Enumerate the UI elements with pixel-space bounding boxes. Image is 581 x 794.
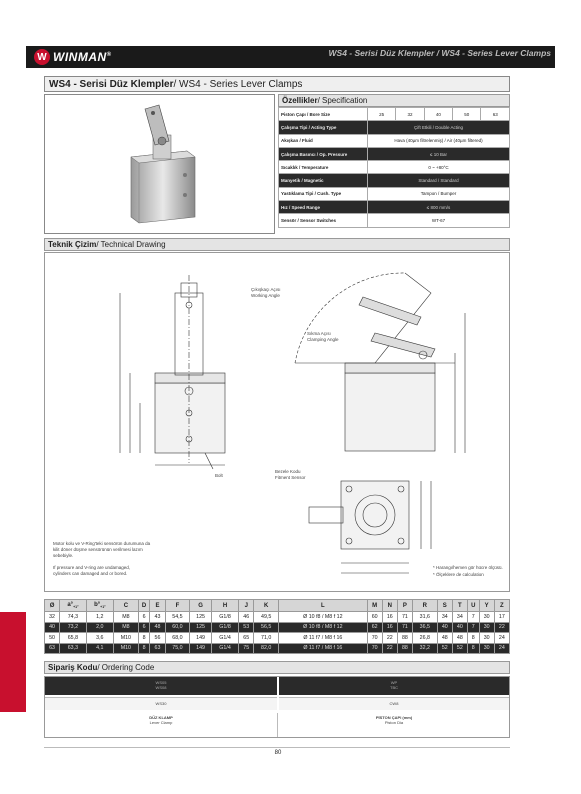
brand-name: [53, 50, 112, 64]
dimension-cell: 125: [190, 622, 212, 633]
spec-bore-40: 40: [424, 108, 452, 121]
dimension-row: [45, 643, 510, 654]
clamping-close-en: Clamping Angle: [307, 337, 339, 342]
dimension-header-cell: [382, 600, 397, 612]
dimension-row: [45, 622, 510, 633]
dimension-header-text: D: [141, 602, 147, 609]
dimension-header-cell: [279, 600, 368, 612]
dimension-cell: 48: [452, 633, 467, 644]
dimension-cell: 24: [494, 643, 509, 654]
dimension-header-text: R: [422, 602, 427, 609]
dimension-row: [45, 612, 510, 623]
spec-row-value: WT-67: [368, 214, 510, 227]
dimension-header-text: S: [442, 602, 447, 609]
spec-row: [279, 161, 510, 174]
ordering-box: [44, 676, 510, 738]
dimension-cell: 71: [397, 622, 412, 633]
dimension-header-cell: [60, 600, 87, 612]
spec-bore-50: 50: [453, 108, 481, 121]
footer-divider: [44, 747, 510, 748]
dimension-header-text: a°: [67, 601, 74, 608]
dimension-header-text: M: [372, 602, 378, 609]
dimension-cell: 16: [382, 612, 397, 623]
dimension-header-cell: [150, 600, 165, 612]
product-title-en: / WS4 - Series Lever Clamps: [173, 78, 303, 90]
dimension-cell: 48: [437, 633, 452, 644]
dimension-cell: 63: [150, 643, 165, 654]
ordering-code: WS05: [155, 680, 167, 685]
dimension-cell: 62: [367, 622, 382, 633]
dimension-cell: 70: [367, 633, 382, 644]
dimension-cell: 56,5: [254, 622, 279, 633]
brand-registered: ®: [106, 52, 112, 58]
dimension-cell: 8: [138, 633, 150, 644]
dimension-cell: 68,0: [165, 633, 190, 644]
dimension-header-cell: [412, 600, 437, 612]
dimension-cell: 54,5: [165, 612, 190, 623]
dimension-header-text: L: [321, 602, 325, 609]
dimension-header-cell: [479, 600, 494, 612]
spec-row-label: Hız / Speed Range: [279, 201, 368, 214]
dimension-cell: 32,2: [412, 643, 437, 654]
sensor-label-en: Fitment Sensor: [275, 475, 306, 480]
dimension-cell: 74,3: [60, 612, 87, 623]
spec-row: [279, 201, 510, 214]
dimension-cell: 2,0: [86, 622, 113, 633]
sensor-label: [275, 469, 335, 481]
dimension-header-text: G: [198, 602, 203, 609]
ordering-code: WS30: [155, 701, 167, 706]
dimension-cell: 71,0: [254, 633, 279, 644]
product-photo: [44, 94, 275, 234]
dimension-cell: 82,0: [254, 643, 279, 654]
dimension-body: [45, 612, 510, 654]
dimension-header-text: J: [244, 602, 248, 609]
dimension-cell: 60,0: [165, 622, 190, 633]
spec-row-label: Sıcaklık / Temperature: [279, 161, 368, 174]
ordering-header-tr: Sipariş Kodu: [48, 663, 98, 672]
note-en: If pressure and V-ring are undamaged, cylinders can damaged and or bored.: [53, 565, 131, 576]
ordering-field-sub: Lever Clamp: [149, 720, 173, 725]
dimension-header-text: b°: [94, 601, 101, 608]
ordering-code: TBC: [390, 685, 398, 690]
spec-row: [279, 134, 510, 147]
dimension-cell: 4,1: [86, 643, 113, 654]
spec-bore-32: 32: [396, 108, 424, 121]
spec-row-label: Manyetik / Magnetic: [279, 174, 368, 187]
dimension-cell: 71: [397, 612, 412, 623]
dimension-cell: M8: [113, 622, 138, 633]
dimension-header-text: Ø: [49, 602, 55, 609]
tech-header-en: / Technical Drawing: [96, 240, 166, 249]
dimension-cell: 22: [382, 643, 397, 654]
ordering-code: WS08: [155, 685, 167, 690]
ordering-field-title: DÜZ KLAMP: [149, 715, 173, 720]
dimension-cell: 40: [45, 622, 60, 633]
dimension-cell: Ø 11 f7 / M8 f 16: [279, 633, 368, 644]
dimension-cell: G1/8: [211, 622, 238, 633]
ordering-field-sub: Piston Dia: [384, 720, 404, 725]
ordering-cell-dark-right: [279, 677, 509, 695]
dimension-cell: 65,8: [60, 633, 87, 644]
dimension-cell: 46: [239, 612, 254, 623]
spec-row-label: Çalışma Basıncı / Op. Pressure: [279, 147, 368, 160]
ordering-header-en: / Ordering Code: [97, 663, 155, 672]
spec-row-value: Çift Etkili / Double Acting: [368, 121, 510, 134]
spec-row-label: Sensör / Sensor Switches: [279, 214, 368, 227]
spec-row: [279, 121, 510, 134]
brand-mark-icon: W: [34, 49, 50, 65]
spec-bore-label: Piston Çapı / Bore Size: [279, 108, 368, 121]
ordering-code: CW8: [389, 701, 399, 706]
dimension-cell: M8: [113, 612, 138, 623]
dimension-cell: 6: [138, 622, 150, 633]
dimension-cell: G1/4: [211, 643, 238, 654]
dimension-cell: 40: [452, 622, 467, 633]
ordering-field-title: PİSTON ÇAPI (mm): [375, 715, 413, 720]
spec-bore-25: 25: [368, 108, 396, 121]
dimension-header-text: N: [387, 602, 392, 609]
dimension-header-cell: [452, 600, 467, 612]
clamping-close-label: [307, 331, 367, 343]
dimension-cell: 49,5: [254, 612, 279, 623]
spec-row: [279, 214, 510, 227]
clamping-open-tr: Çıkışkaçı Açısı: [251, 287, 281, 292]
dimension-header-text: K: [264, 602, 269, 609]
dimension-cell: 53: [239, 622, 254, 633]
dimension-header-cell: [467, 600, 479, 612]
dimension-cell: 3,6: [86, 633, 113, 644]
spec-bore-row: [279, 108, 510, 121]
dimension-cell: 75,0: [165, 643, 190, 654]
spec-header: [278, 94, 510, 107]
dimension-cell: 17: [494, 612, 509, 623]
dimension-cell: 40: [437, 622, 452, 633]
dimension-cell: 52: [437, 643, 452, 654]
dimension-cell: M10: [113, 633, 138, 644]
dimension-cell: 63: [45, 643, 60, 654]
dimension-cell: 30: [479, 622, 494, 633]
dimension-cell: 7: [467, 622, 479, 633]
dimension-cell: Ø 11 f7 / M8 f 16: [279, 643, 368, 654]
dimension-cell: 75: [239, 643, 254, 654]
dimension-cell: 43: [150, 612, 165, 623]
dimension-cell: 63,3: [60, 643, 87, 654]
spec-row-value: Tampon / Bumper: [368, 187, 510, 200]
dimension-cell: 56: [150, 633, 165, 644]
dimension-cell: Ø 10 f8 / M8 f 12: [279, 612, 368, 623]
header-title: WS4 - Serisi Düz Klempler / WS4 - Series Lever Clamps: [328, 48, 551, 58]
dimension-header-cell: [113, 600, 138, 612]
dimension-cell: 149: [190, 643, 212, 654]
sensor-label-tr: Bezele Kodu: [275, 469, 301, 474]
dimension-header-text: F: [175, 602, 180, 609]
dimension-table: [44, 599, 510, 654]
brand-logo: [34, 47, 112, 67]
dimension-cell: 6: [138, 612, 150, 623]
spec-row-value: ≤ 800 mm/s: [368, 201, 510, 214]
dimension-cell: 26,8: [412, 633, 437, 644]
dimension-cell: 8: [138, 643, 150, 654]
dimension-header-row: [45, 600, 510, 612]
dimension-cell: 50: [45, 633, 60, 644]
dimension-cell: 30: [479, 643, 494, 654]
ordering-cell-right: [279, 697, 509, 710]
spec-table: [278, 107, 510, 228]
product-title-tr: WS4 - Serisi Düz Klempler: [49, 78, 174, 90]
dimension-cell: 16: [382, 622, 397, 633]
spec-row-label: Yastıklama Tipi / Cush. Type: [279, 187, 368, 200]
dimension-header-cell: [254, 600, 279, 612]
dimension-cell: 48: [150, 622, 165, 633]
dimension-cell: 8: [467, 633, 479, 644]
dimension-cell: 22: [382, 633, 397, 644]
ordering-code: WP: [390, 680, 398, 685]
clamping-open-label: [251, 287, 311, 299]
dimension-cell: G1/4: [211, 633, 238, 644]
dimension-header-cell: [165, 600, 190, 612]
tech-header: [44, 238, 510, 251]
dimension-header-cell: [239, 600, 254, 612]
dimension-cell: 7: [467, 612, 479, 623]
dimension-cell: 34: [437, 612, 452, 623]
ordering-header: [44, 661, 510, 674]
dimension-cell: G1/8: [211, 612, 238, 623]
dimension-cell: 88: [397, 633, 412, 644]
dimension-cell: 149: [190, 633, 212, 644]
dimension-cell: 36,5: [412, 622, 437, 633]
spec-row-value: Hava (40µm filtrelenmiş) / Air (40µm filtered): [368, 134, 510, 147]
dimension-header-cell: [397, 600, 412, 612]
spec-row: [279, 174, 510, 187]
dimension-cell: M10: [113, 643, 138, 654]
spec-row-value: Standard / Standard: [368, 174, 510, 187]
dimension-cell: 52: [452, 643, 467, 654]
dimension-header-cell: [190, 600, 212, 612]
dimension-header-text: C: [123, 602, 129, 609]
dimension-header-tolerance: +1°: [73, 605, 79, 610]
dimension-header-tolerance: +1°: [100, 605, 106, 610]
dimension-cell: 125: [190, 612, 212, 623]
dimension-cell: 24: [494, 633, 509, 644]
dimension-cell: 22: [494, 622, 509, 633]
ordering-bottom-right: [279, 713, 509, 737]
page-number: 80: [274, 750, 282, 756]
dimension-header-cell: [367, 600, 382, 612]
dimension-cell: 70: [367, 643, 382, 654]
ordering-cell-dark-left: [45, 677, 277, 695]
brand-text: WINMAN: [53, 50, 107, 64]
dimension-header-cell: [494, 600, 509, 612]
spec-row: [279, 147, 510, 160]
dimension-cell: 34: [452, 612, 467, 623]
side-tab: [0, 612, 26, 712]
dimension-row: [45, 633, 510, 644]
dimension-cell: 32: [45, 612, 60, 623]
right-note-2: * Ölçeklere de calculation: [433, 572, 484, 577]
spec-header-tr: Özellikler: [282, 96, 318, 105]
lever-clamp-illustration: [45, 95, 274, 233]
spec-row-label: Çalışma Tipi / Acting Type: [279, 121, 368, 134]
dimension-cell: 30: [479, 612, 494, 623]
dimension-header-cell: [211, 600, 238, 612]
spec-row-value: 0 ~ +80°C: [368, 161, 510, 174]
dimension-header-cell: [86, 600, 113, 612]
dimension-header-cell: [437, 600, 452, 612]
dimension-cell: 8: [467, 643, 479, 654]
ordering-bottom-left: [45, 713, 278, 737]
dimension-header-text: U: [471, 602, 476, 609]
dimension-cell: 31,6: [412, 612, 437, 623]
clamping-close-tr: Sıkma Açısı: [307, 331, 331, 336]
ordering-cell-left: [45, 697, 277, 710]
dimension-header-text: P: [402, 602, 407, 609]
dimension-header-cell: [45, 600, 60, 612]
dimension-header-cell: [138, 600, 150, 612]
dimension-header-text: Z: [500, 602, 504, 609]
spec-row-value: ≤ 10 Bar: [368, 147, 510, 160]
dimension-cell: 60: [367, 612, 382, 623]
bolt-label: Bolt: [215, 473, 223, 478]
dimension-cell: 73,2: [60, 622, 87, 633]
dimension-cell: 30: [479, 633, 494, 644]
product-title: [44, 76, 510, 92]
spec-header-en: / Specification: [317, 96, 368, 105]
dimension-header-text: E: [155, 602, 160, 609]
dimension-header-text: Y: [484, 602, 489, 609]
right-note-1: * Harangı/hemen gör hücre ölçüsü.: [433, 565, 503, 570]
dimension-cell: 1,2: [86, 612, 113, 623]
clamping-open-en: Working Angle: [251, 293, 280, 298]
spec-row-label: Akışkan / Fluid: [279, 134, 368, 147]
dimension-cell: 88: [397, 643, 412, 654]
dimension-header-text: H: [222, 602, 228, 609]
tech-header-tr: Teknik Çizim: [48, 240, 97, 249]
spec-row: [279, 187, 510, 200]
dimension-cell: Ø 10 f8 / M8 f 12: [279, 622, 368, 633]
note-tr: Motor kolu ve V-Ring'teki sensörün durumuna da kilit döner düşme sensörünün verilmesi lazım sebebiyle.: [53, 541, 151, 558]
technical-drawing: [44, 252, 510, 592]
spec-bore-63: 63: [481, 108, 510, 121]
dimension-cell: 65: [239, 633, 254, 644]
dimension-header-text: T: [458, 602, 462, 609]
